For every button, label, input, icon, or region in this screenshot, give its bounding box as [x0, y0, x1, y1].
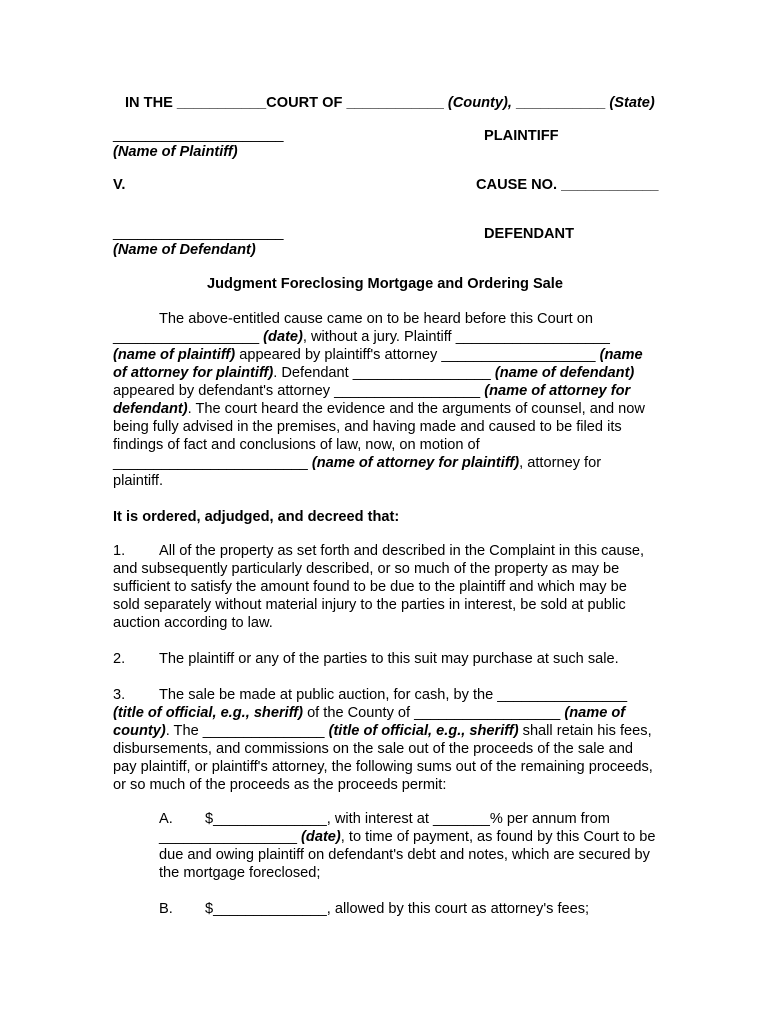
item-3-text-2: of the County of	[303, 705, 411, 721]
state-blank: ___________	[516, 95, 606, 111]
intro-text-3: appeared by plaintiff's attorney	[235, 347, 438, 363]
plaintiff-blank: ___________________	[455, 329, 610, 345]
sub-item-a-label: A.	[159, 811, 173, 827]
item-3-text-1: The sale be made at public auction, for cash, by the	[159, 687, 494, 703]
cause-no-blank: ____________	[561, 177, 659, 193]
intro-paragraph	[113, 310, 653, 490]
county-name-label: (name of county)	[113, 705, 626, 739]
defendant-name-blank: _____________________	[113, 225, 284, 241]
versus-label: V.	[113, 177, 126, 193]
defendant-attorney-blank: __________________	[334, 383, 481, 399]
official-blank-2: _______________	[202, 723, 325, 739]
document-title: Judgment Foreclosing Mortgage and Ordering Sale	[207, 276, 563, 292]
item-1-number: 1.	[113, 543, 126, 559]
ordered-heading: It is ordered, adjudged, and decreed that:	[113, 509, 400, 525]
sub-item-a-text-1: $______________, with interest at _______% per annum from	[205, 811, 610, 827]
plaintiff-attorney-blank-2: ________________________	[113, 455, 308, 471]
sub-item-a-text-2: , to time of payment, as found by this Court to be due and owing plaintiff on defendant's debt and notes, which are secured by the mortgage foreclosed;	[159, 829, 656, 881]
intro-text-5: appeared by defendant's attorney	[113, 383, 330, 399]
plaintiff-label: (name of plaintiff)	[113, 347, 236, 363]
court-prefix: IN THE	[125, 95, 177, 111]
item-3-text-4: shall retain his fees, disbursements, and commissions on the sale out of the proceeds of the sale and pay plaintiff, or plaintiff's attorney, the following sums out of the remaining proceeds, or so much of the proceeds as the proceeds permit:	[113, 723, 653, 793]
intro-text-2: , without a jury. Plaintiff	[302, 329, 452, 345]
defendant-label: (name of defendant)	[494, 365, 635, 381]
plaintiff-name-label: (Name of Plaintiff)	[113, 144, 238, 160]
item-2-text: The plaintiff or any of the parties to this suit may purchase at such sale.	[159, 651, 619, 667]
item-3-text-3: . The	[165, 723, 199, 739]
sub-item-a	[159, 810, 659, 882]
intro-text-1: The above-entitled cause came on to be heard before this Court on	[159, 311, 594, 327]
court-of-label: COURT OF	[266, 95, 347, 111]
county-label: (County),	[447, 95, 512, 111]
official-label-2: (title of official, e.g., sheriff)	[328, 723, 519, 739]
court-blank: ___________	[176, 95, 267, 111]
official-blank: ________________	[497, 687, 628, 703]
plaintiff-attorney-label: (name of attorney for plaintiff)	[113, 347, 643, 381]
plaintiff-name-blank: _____________________	[113, 127, 284, 143]
item-1	[113, 542, 653, 632]
defendant-blank: _________________	[352, 365, 491, 381]
sub-item-b	[159, 900, 659, 918]
sub-item-b-text: $______________, allowed by this court as attorney's fees;	[205, 901, 590, 917]
item-3	[113, 686, 653, 794]
item-1-text: All of the property as set forth and described in the Complaint in this cause, and subsequently particularly described, or so much of the property as may be sufficient to satisfy the amount found to be due to the plaintiff and which may be sold separately without material injury to the parties in interest, be sold at public auction according to law.	[113, 543, 645, 631]
plaintiff-attorney-label-2: (name of attorney for plaintiff)	[311, 455, 520, 471]
court-caption-line	[125, 94, 655, 112]
intro-text-6: . The court heard the evidence and the arguments of counsel, and now being fully advised in the premises, and having made and caused to be filed its findings of fact and conclusions of law, now, on motion of	[113, 401, 645, 453]
official-label: (title of official, e.g., sheriff)	[113, 705, 304, 721]
county-blank: ____________	[346, 95, 444, 111]
sub-item-a-date-label: (date)	[301, 829, 341, 845]
sub-item-a-date-blank: _________________	[159, 829, 297, 845]
date-blank: __________________	[113, 329, 260, 345]
defendant-role-label: DEFENDANT	[484, 226, 574, 242]
county-name-blank: __________________	[414, 705, 561, 721]
sub-item-b-label: B.	[159, 901, 173, 917]
defendant-attorney-label: (name of attorney for defendant)	[113, 383, 631, 417]
cause-no-label: CAUSE NO.	[476, 177, 562, 193]
item-2	[113, 650, 653, 668]
plaintiff-attorney-blank: ___________________	[441, 347, 596, 363]
plaintiff-role-label: PLAINTIFF	[484, 128, 559, 144]
intro-text-4: . Defendant	[273, 365, 349, 381]
intro-text-7: , attorney for plaintiff.	[113, 455, 602, 489]
item-3-number: 3.	[113, 687, 126, 703]
date-label: (date)	[263, 329, 303, 345]
cause-number-line	[476, 176, 659, 194]
item-2-number: 2.	[113, 651, 126, 667]
state-label: (State)	[609, 95, 655, 111]
defendant-name-label: (Name of Defendant)	[113, 242, 256, 258]
